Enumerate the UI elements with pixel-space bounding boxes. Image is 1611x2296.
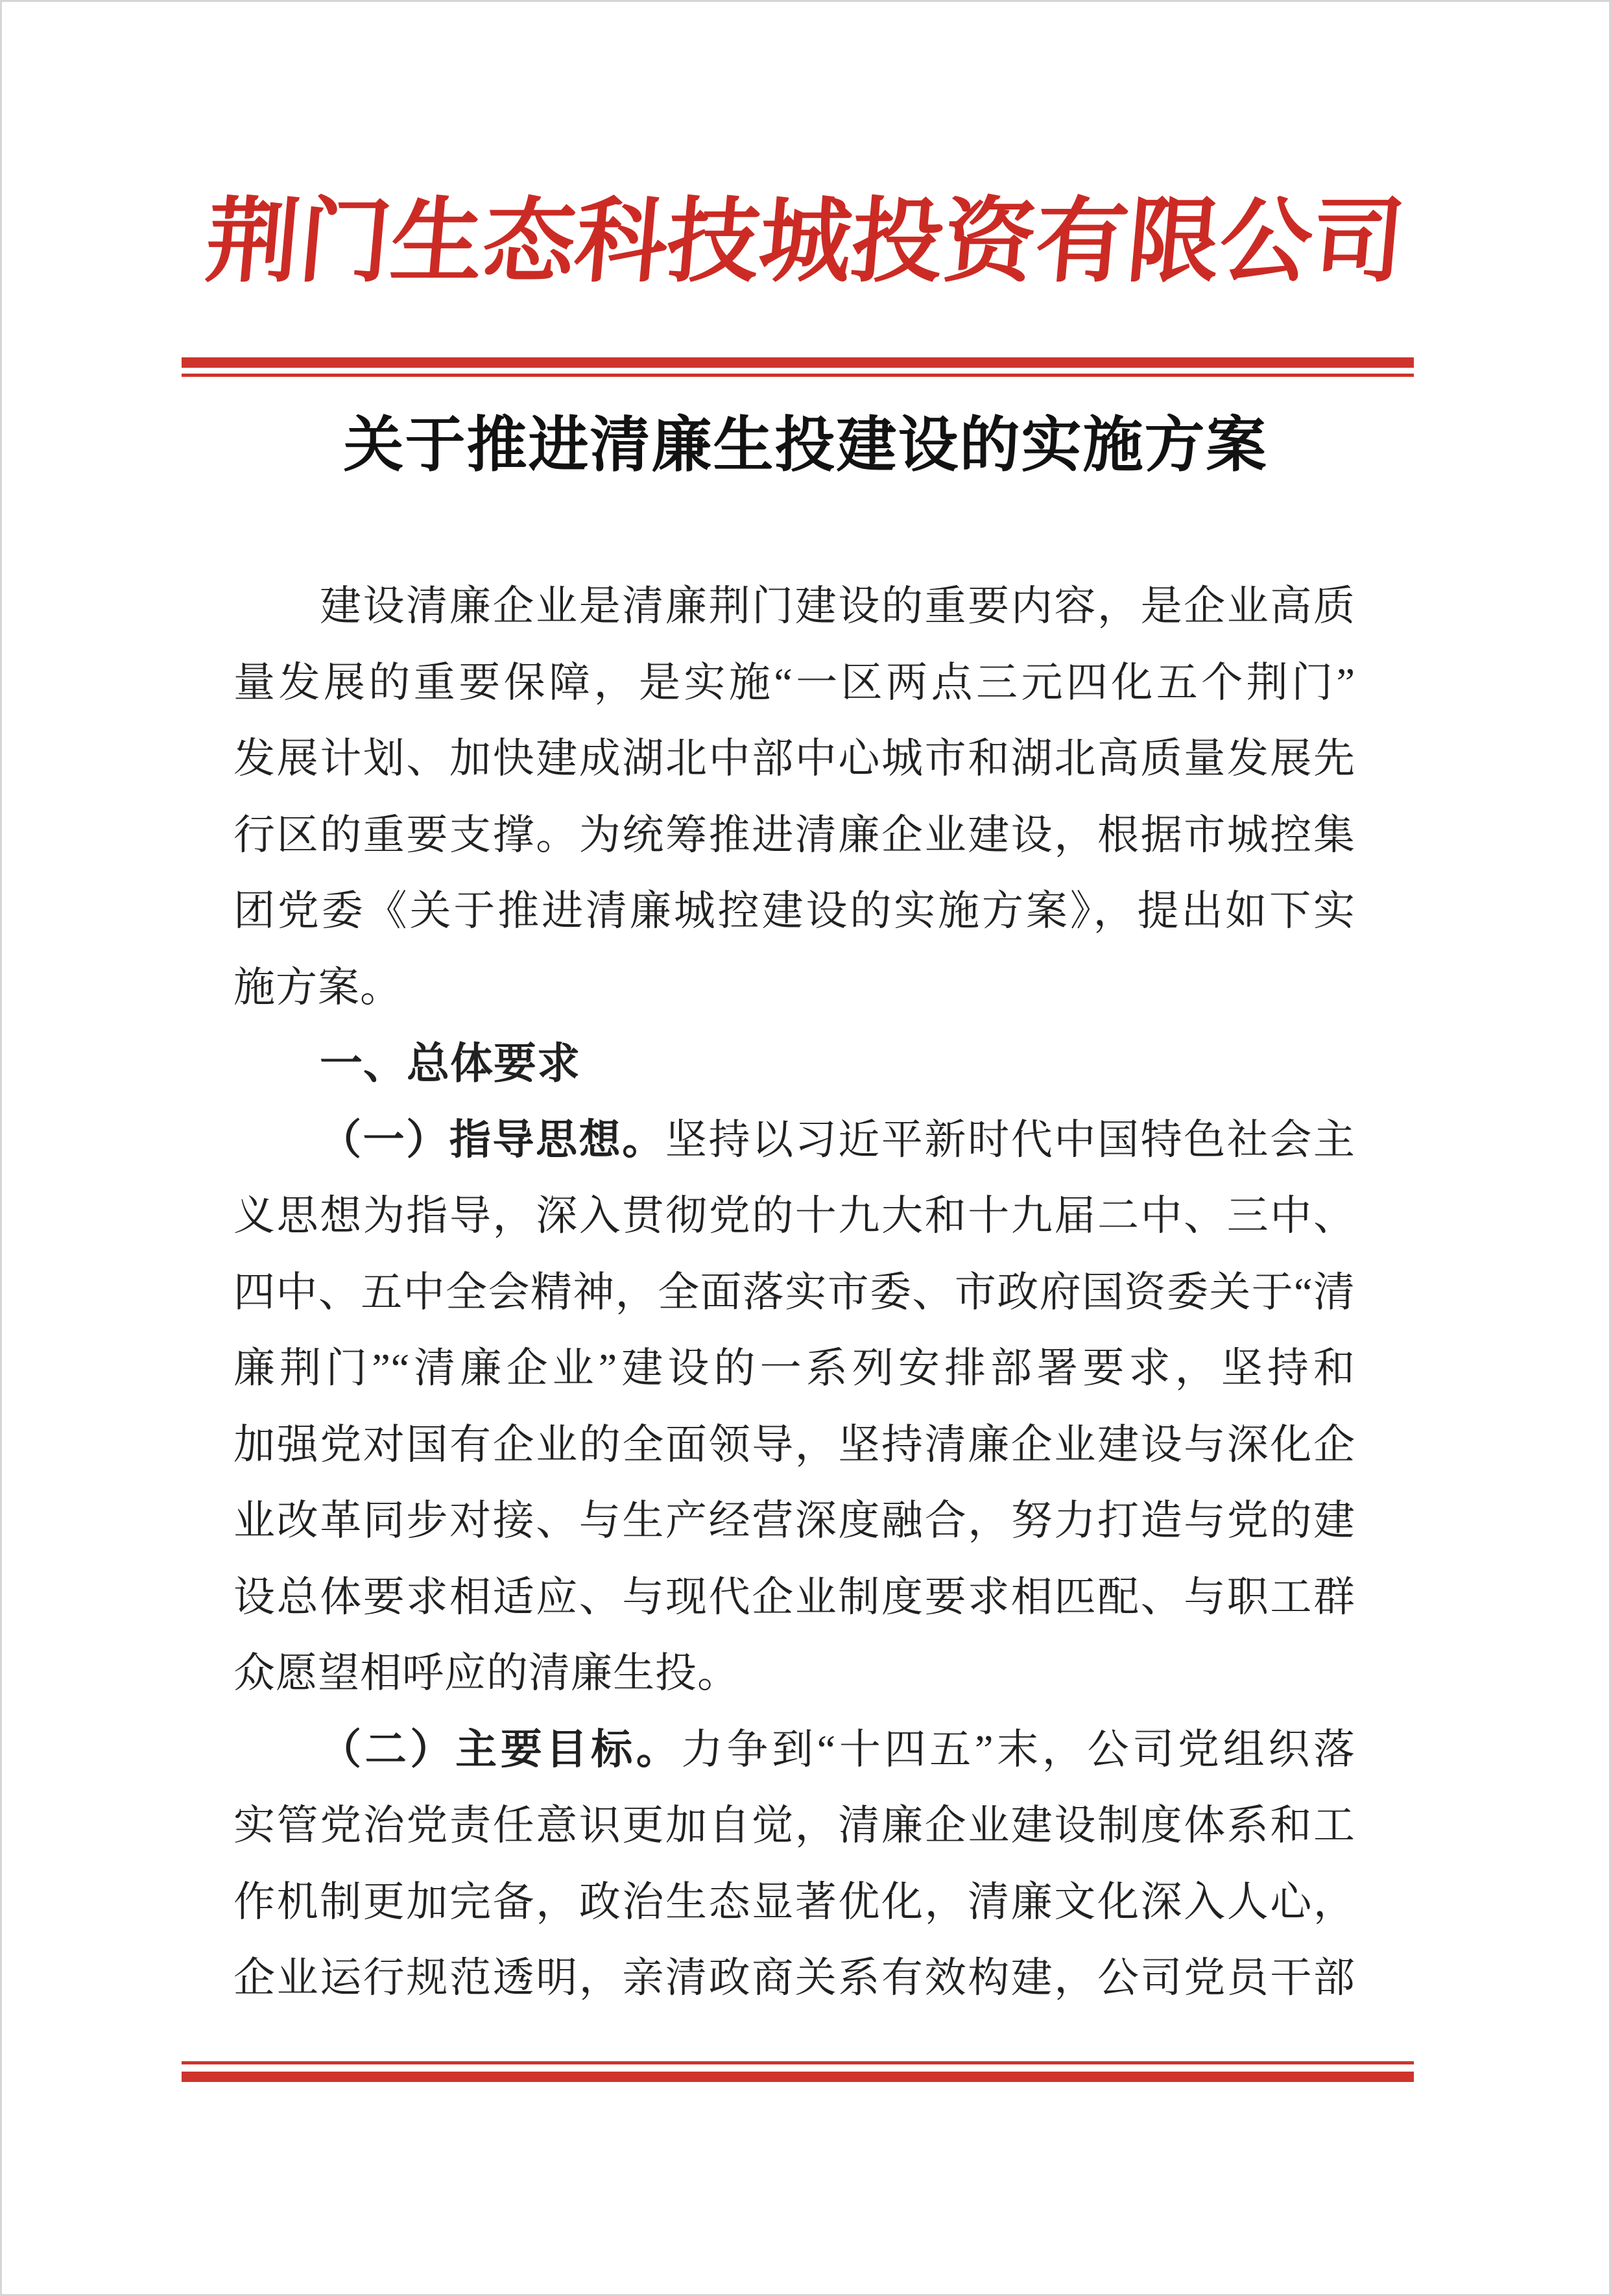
body-line (233, 1102, 1355, 1178)
divider-thick-line (182, 357, 1414, 368)
text: 四中、五中全会精神，全面落实市委、市政府国资委关于“清 (233, 1269, 1355, 1315)
body-line (233, 1178, 1355, 1254)
text: 廉荆门”“清廉企业”建设的一系列安排部署要求，坚持和 (233, 1345, 1355, 1391)
text: 实管党治党责任意识更加自觉，清廉企业建设制度体系和工 (233, 1802, 1355, 1848)
section-heading-line (233, 1025, 1355, 1102)
text: 发展计划、加快建成湖北中部中心城市和湖北高质量发展先 (233, 735, 1355, 782)
divider-thick-line (182, 2072, 1414, 2082)
body-line (233, 797, 1355, 874)
body-line (233, 1864, 1355, 1941)
body-line (233, 1712, 1355, 1788)
text: 团党委《关于推进清廉城控建设的实施方案》，提出如下实 (233, 888, 1355, 934)
text: 业改革同步对接、与生产经营深度融合，努力打造与党的建 (233, 1498, 1355, 1544)
text: 力争到“十四五”末，公司党组织落 (681, 1726, 1356, 1773)
footer-divider (182, 2061, 1414, 2082)
body-line (233, 1788, 1355, 1864)
document-body (233, 568, 1355, 2016)
bold-text: 一、总体要求 (320, 1039, 580, 1087)
document-title: 关于推进清廉生投建设的实施方案 (343, 413, 1268, 479)
text: 施方案。 (233, 964, 402, 1010)
text: 加强党对国有企业的全面领导，坚持清廉企业建设与深化企 (233, 1421, 1355, 1468)
text: 众愿望相呼应的清廉生投。 (233, 1650, 739, 1696)
body-line (233, 873, 1355, 950)
text: 坚持以习近平新时代中国特色社会主 (665, 1116, 1356, 1163)
text: 企业运行规范透明，亲清政商关系有效构建，公司党员干部 (233, 1955, 1355, 2001)
body-line (233, 1635, 1355, 1712)
body-line (233, 1407, 1355, 1483)
body-line (233, 1483, 1355, 1559)
divider-thin-line (182, 374, 1414, 377)
text: 量发展的重要保障，是实施“一区两点三元四化五个荆门” (233, 659, 1355, 706)
body-line (233, 1559, 1355, 1636)
letterhead-title: 荆门生态科技城投资有限公司 (202, 191, 1409, 293)
bold-text: （一）指导思想。 (320, 1116, 665, 1163)
letterhead-divider (182, 357, 1414, 377)
body-line (233, 568, 1355, 645)
body-line (233, 1254, 1355, 1331)
text: 设总体要求相适应、与现代企业制度要求相匹配、与职工群 (233, 1573, 1355, 1620)
body-line (233, 721, 1355, 797)
text: 建设清廉企业是清廉荆门建设的重要内容，是企业高质 (320, 583, 1355, 629)
text: 义思想为指导，深入贯彻党的十九大和十九届二中、三中、 (233, 1193, 1355, 1239)
text: 行区的重要支撑。为统筹推进清廉企业建设，根据市城控集 (233, 811, 1355, 858)
body-line (233, 1330, 1355, 1407)
bold-text: （二）主要目标。 (320, 1726, 682, 1773)
body-line (233, 950, 1355, 1026)
text: 作机制更加完备，政治生态显著优化，清廉文化深入人心， (233, 1878, 1355, 1925)
body-line (233, 1940, 1355, 2016)
body-line (233, 645, 1355, 721)
divider-thin-line (182, 2061, 1414, 2064)
